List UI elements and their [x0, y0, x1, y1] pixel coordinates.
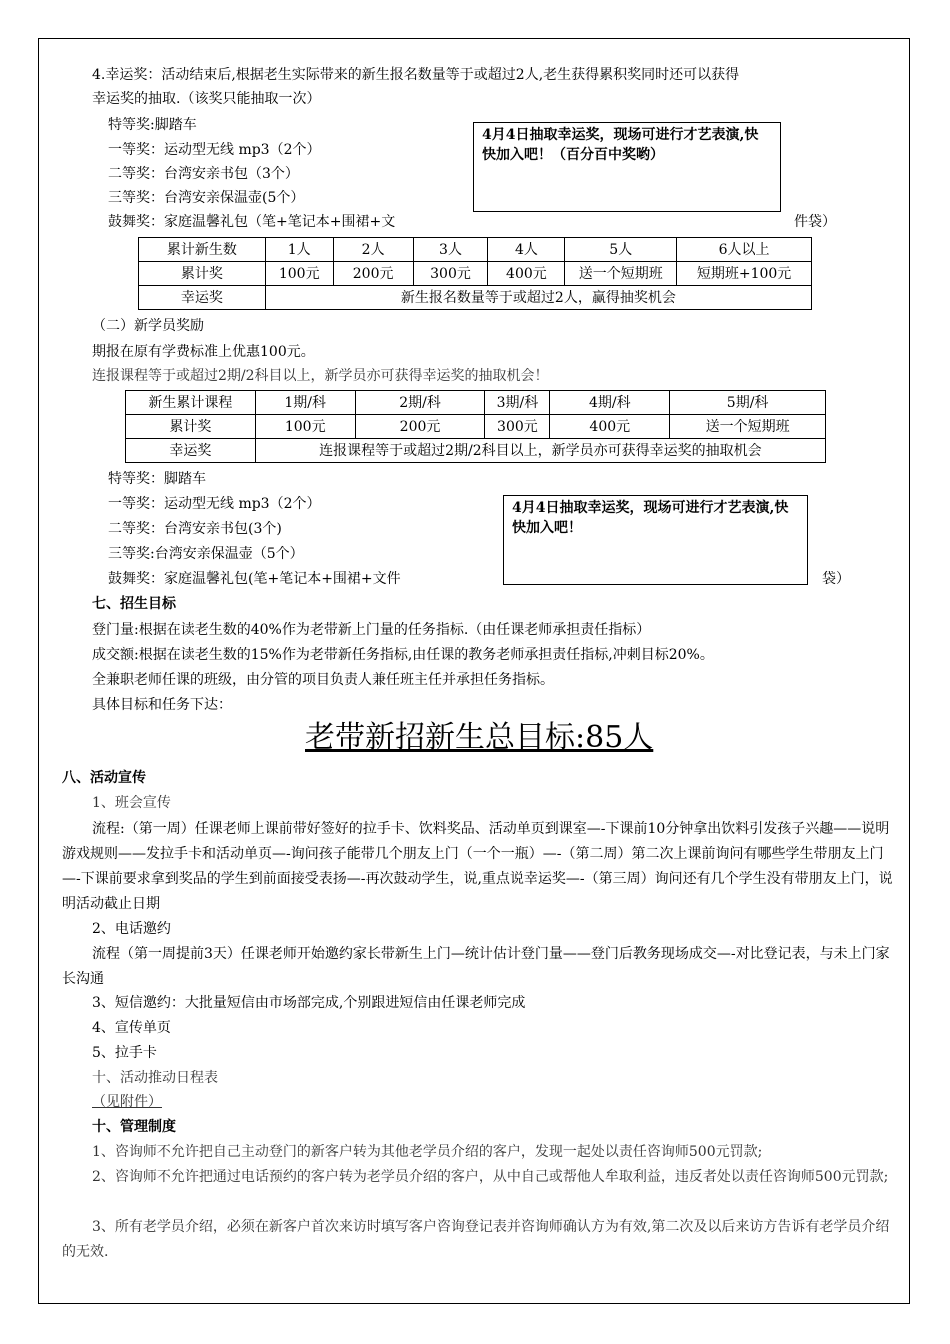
table-row [139, 286, 812, 310]
table-cell: 200元 [355, 415, 485, 439]
prize2-first: 一等奖：运动型无线 mp3（2个） [108, 496, 321, 512]
table-cell: 累计奖 [139, 262, 266, 286]
prize2-third: 三等奖:台湾安亲保温壶（5个） [108, 546, 304, 562]
table-cell: 累计奖 [126, 415, 256, 439]
prize2-special: 特等奖：脚踏车 [108, 471, 206, 487]
table-cell: 5期/科 [670, 391, 826, 415]
newstudent-title: （二）新学员奖励 [92, 318, 204, 334]
lucky-line2: 幸运奖的抽取.（该奖只能抽取一次） [92, 91, 321, 107]
table-cell: 4人 [488, 238, 565, 262]
promo-p2: 流程（第一周提前3天）任课老师开始邀约家长带新生上门—统计估计登门量——登门后教务现场成交—-对比登记表，与未上门家长沟通 [62, 946, 890, 987]
table-cell: 新生报名数量等于或超过2人，赢得抽奖机会 [265, 286, 811, 310]
goal-line1: 登门量:根据在读老生数的40%作为老带新上门量的任务指标.（由任课老师承担责任指标） [92, 622, 651, 638]
promo-s4: 4、宣传单页 [92, 1020, 171, 1036]
table-cell: 3期/科 [485, 391, 550, 415]
table-cell: 300元 [485, 415, 550, 439]
promo-s2: 2、电话邀约 [92, 921, 171, 937]
table-cell: 200元 [333, 262, 413, 286]
lucky-draw-note-2: 4月4日抽取幸运奖，现场可进行才艺表演,快快加入吧！ [503, 495, 808, 585]
promo-title: 八、活动宣传 [62, 770, 146, 786]
prize2-encourage: 鼓舞奖：家庭温馨礼包(笔+笔记本+围裙+文件 [108, 571, 401, 587]
table-cell: 2人 [333, 238, 413, 262]
table-cell: 100元 [265, 262, 333, 286]
mgmt-rule3: 3、所有老学员介绍，必须在新客户首次来访时填写客户咨询登记表并咨询师确认方为有效,第二次及以后来访方告诉有老学员介绍的无效. [62, 1219, 890, 1260]
prize-third: 三等奖：台湾安亲保温壶(5个） [108, 190, 305, 206]
promo-s3: 3、短信邀约：大批量短信由市场部完成,个别跟进短信由任课老师完成 [92, 995, 526, 1011]
table-row [139, 238, 812, 262]
promo-s6: 十、活动推动日程表 [92, 1070, 218, 1086]
table-cell: 4期/科 [550, 391, 670, 415]
goal-line4: 具体目标和任务下达： [92, 697, 232, 713]
table-cell: 100元 [255, 415, 355, 439]
table-cell: 2期/科 [355, 391, 485, 415]
prize-second: 二等奖：台湾安亲书包（3个） [108, 166, 299, 182]
mgmt-title: 十、管理制度 [92, 1119, 176, 1135]
cumulative-reward-table [138, 237, 812, 310]
course-reward-table [125, 390, 826, 463]
table-row [126, 439, 826, 463]
newstudent-line1: 期报在原有学费标准上优惠100元。 [92, 344, 315, 360]
promo-s7: （见附件） [92, 1094, 162, 1110]
table-cell: 幸运奖 [139, 286, 266, 310]
table-cell: 短期班+100元 [677, 262, 812, 286]
total-goal-heading: 老带新招新生总目标:85人 [305, 720, 654, 755]
promo-s1: 1、班会宣传 [92, 795, 171, 811]
lucky-line1: 4.幸运奖：活动结束后,根据老生实际带来的新生报名数量等于或超过2人,老生获得累积奖同时还可以获得 [92, 67, 740, 83]
goal-line2: 成交额:根据在读老生数的15%作为老带新任务指标,由任课的教务老师承担责任指标,冲刺目标20%。 [92, 647, 714, 663]
table-cell: 新生累计课程 [126, 391, 256, 415]
lucky-draw-note: 4月4日抽取幸运奖，现场可进行才艺表演,快快加入吧！（百分百中奖哟） [473, 122, 781, 212]
table-cell: 3人 [413, 238, 488, 262]
prize2-second: 二等奖：台湾安亲书包(3个) [108, 521, 282, 537]
promo-s5: 5、拉手卡 [92, 1045, 157, 1061]
table-cell: 1人 [265, 238, 333, 262]
table-row [139, 262, 812, 286]
table-cell: 5人 [565, 238, 677, 262]
goal-title: 七、招生目标 [92, 596, 176, 612]
prize-special: 特等奖:脚踏车 [108, 117, 197, 133]
table-cell: 6人以上 [677, 238, 812, 262]
table-cell: 400元 [550, 415, 670, 439]
prize-encourage: 鼓舞奖：家庭温馨礼包（笔+笔记本+围裙+文 [108, 214, 396, 230]
table-cell: 幸运奖 [126, 439, 256, 463]
mgmt-rule2: 2、咨询师不允许把通过电话预约的客户转为老学员介绍的客户，从中自己或帮他人牟取利益，违反者处以责任咨询师500元罚款; [92, 1169, 889, 1185]
table-cell: 送一个短期班 [670, 415, 826, 439]
prize-first: 一等奖：运动型无线 mp3（2个） [108, 142, 321, 158]
mgmt-rule1: 1、咨询师不允许把自己主动登门的新客户转为其他老学员介绍的客户，发现一起处以责任咨询师500元罚款; [92, 1144, 763, 1160]
table-cell: 400元 [488, 262, 565, 286]
newstudent-line2: 连报课程等于或超过2期/2科目以上，新学员亦可获得幸运奖的抽取机会！ [92, 368, 549, 384]
table-cell: 累计新生数 [139, 238, 266, 262]
goal-line3: 全兼职老师任课的班级，由分管的项目负责人兼任班主任并承担任务指标。 [92, 672, 554, 688]
table-row [126, 391, 826, 415]
table-cell: 1期/科 [255, 391, 355, 415]
prize2-encourage-tail: 袋） [822, 571, 850, 587]
prize-encourage-tail: 件袋） [794, 214, 836, 230]
promo-p1: 流程:（第一周）任课老师上课前带好签好的拉手卡、饮料奖品、活动单页到课室—-下课前10分钟拿出饮料引发孩子兴趣——说明游戏规则——发拉手卡和活动单页—-询问孩子能带几个朋友上门（一个一瓶）—-（第二周）第二次上课前询问有哪些学生带朋友上门—-下课前要求拿到奖品的学生到前面接受表扬—-再次鼓动学生，说,重点说幸运奖—-（第三周）询问还有几个学生没有带朋友上门，说明活动截止日期 [62, 821, 893, 912]
table-cell: 连报课程等于或超过2期/2科目以上，新学员亦可获得幸运奖的抽取机会 [255, 439, 825, 463]
table-cell: 送一个短期班 [565, 262, 677, 286]
table-row [126, 415, 826, 439]
table-cell: 300元 [413, 262, 488, 286]
